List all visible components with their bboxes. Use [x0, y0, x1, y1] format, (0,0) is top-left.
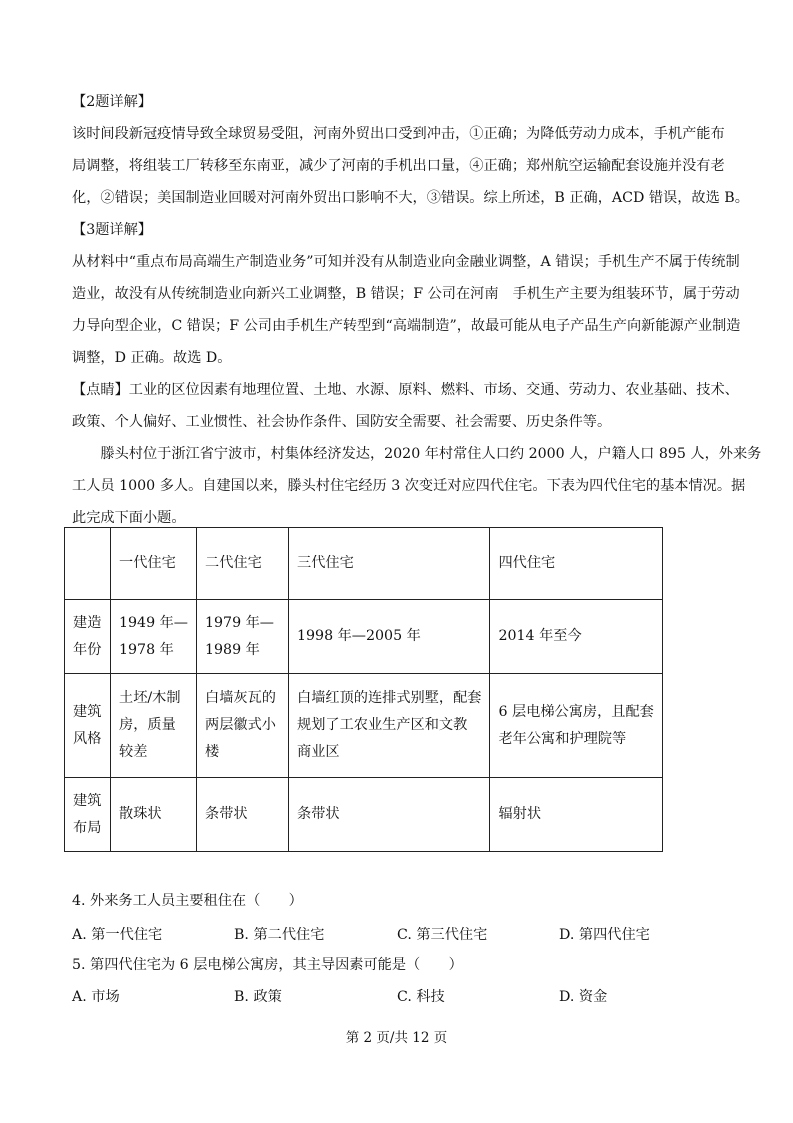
option-d: D. 资金 — [559, 989, 608, 1005]
question-4-options — [72, 924, 712, 944]
table-cell: 1949 年— 1978 年 — [111, 600, 197, 674]
table-header-cell: 一代住宅 — [111, 528, 197, 600]
table-cell: 白墙红顶的连排式别墅，配套 规划了工农业生产区和文教 商业区 — [289, 674, 490, 778]
text-line: 力导向型企业，C 错误；F 公司由手机生产转型到“高端制造”，故最可能从电子产品生产向新能源产业制造 — [72, 318, 741, 334]
option-a: A. 市场 — [72, 989, 120, 1005]
key-points-paragraph — [72, 374, 739, 438]
table-cell: 条带状 — [289, 778, 490, 852]
text-line: 该时间段新冠疫情导致全球贸易受阻，河南外贸出口受到冲击，①正确；为降低劳动力成本，手机产能布 — [72, 126, 725, 142]
table-header-cell: 二代住宅 — [197, 528, 289, 600]
text-line: 滕头村位于浙江省宁波市，村集体经济发达，2020 年村常住人口约 2000 人，户籍人口 895 人，外来务 — [72, 446, 762, 462]
option-a: A. 第一代住宅 — [72, 927, 163, 943]
housing-table — [64, 527, 663, 852]
section-3-body — [72, 246, 741, 374]
table-header-cell — [65, 528, 111, 600]
table-header-cell: 三代住宅 — [289, 528, 490, 600]
question-5-stem: 5. 第四代住宅为 6 层电梯公寓房，其主导因素可能是（ ） — [72, 957, 463, 973]
table-header-cell: 四代住宅 — [490, 528, 662, 600]
row-label: 建筑 布局 — [65, 778, 111, 852]
text-line: 局调整，将组装工厂转移至东南亚，减少了河南的手机出口量，④正确；郑州航空运输配套设施并没有老 — [72, 158, 725, 174]
table-cell: 2014 年至今 — [490, 600, 662, 674]
table-cell: 辐射状 — [490, 778, 662, 852]
table-cell: 1979 年— 1989 年 — [197, 600, 289, 674]
text-line: 造业，故没有从传统制造业向新兴工业调整，B 错误；F 公司在河南 手机生产主要为组装环节，属于劳动 — [72, 286, 740, 302]
table-cell: 白墙灰瓦的 两层徽式小 楼 — [197, 674, 289, 778]
text-line: 从材料中“重点布局高端生产制造业务”可知并没有从制造业向金融业调整，A 错误；手机生产不属于传统制 — [72, 254, 740, 270]
intro-paragraph — [72, 438, 762, 534]
text-line: 【点睛】工业的区位因素有地理位置、土地、水源、原料、燃料、市场、交通、劳动力、农业基础、技术、 — [72, 382, 739, 398]
table-cell: 土坯/木制 房，质量 较差 — [111, 674, 197, 778]
table-row — [65, 600, 663, 674]
text-line: 此完成下面小题。 — [72, 510, 186, 526]
text-line: 政策、个人偏好、工业惯性、社会协作条件、国防安全需要、社会需要、历史条件等。 — [72, 414, 612, 430]
section-2-body — [72, 118, 749, 214]
row-label: 建筑 风格 — [65, 674, 111, 778]
table-header-row — [65, 528, 663, 600]
page-number: 第 2 页/共 12 页 — [345, 1030, 448, 1046]
option-d: D. 第四代住宅 — [559, 927, 650, 943]
text-line: 化，②错误；美国制造业回暖对河南外贸出口影响不大，③错误。综上所述，B 正确，ACD 错误，故选 B。 — [72, 190, 749, 206]
option-b: B. 第二代住宅 — [234, 927, 325, 943]
table-row — [65, 674, 663, 778]
section-2-header: 【2题详解】 — [72, 94, 152, 110]
question-4-stem: 4. 外来务工人员主要租住在（ ） — [72, 893, 303, 909]
table-cell: 条带状 — [197, 778, 289, 852]
table-cell: 散珠状 — [111, 778, 197, 852]
option-c: C. 第三代住宅 — [397, 927, 488, 943]
text-line: 工人员 1000 多人。自建国以来，滕头村住宅经历 3 次变迁对应四代住宅。下表为四代住宅的基本情况。据 — [72, 478, 746, 494]
text-line: 调整，D 正确。故选 D。 — [72, 350, 232, 366]
question-5-options — [72, 986, 712, 1006]
section-3-header: 【3题详解】 — [72, 222, 152, 238]
row-label: 建造 年份 — [65, 600, 111, 674]
option-b: B. 政策 — [234, 989, 282, 1005]
option-c: C. 科技 — [397, 989, 445, 1005]
table-cell: 1998 年—2005 年 — [289, 600, 490, 674]
table-cell: 6 层电梯公寓房，且配套 老年公寓和护理院等 — [490, 674, 662, 778]
table-row — [65, 778, 663, 852]
